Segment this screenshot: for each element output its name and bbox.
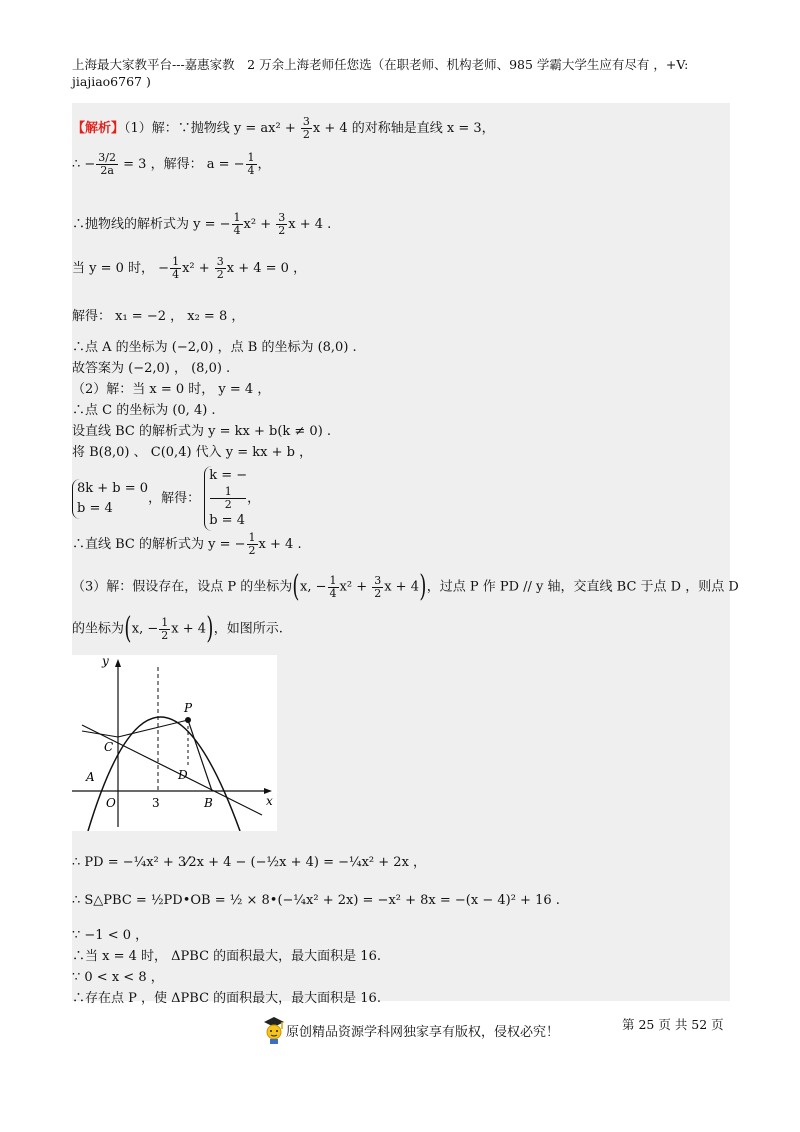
equation-system-2: k = − 1 2 b = 4: [204, 466, 247, 531]
analysis-tag: 【解析】: [72, 121, 125, 136]
label-y: y: [102, 655, 109, 668]
parabola-curve: [88, 717, 240, 831]
solution-line-4: 当 y = 0 时， − $\frac{1}{4}$ x² + $\frac{3}{2}$ x + 4 = 0 ，: [72, 255, 307, 281]
solution-line-19: ∴当 x = 4 时， ΔPBC 的面积最大，最大面积是 16.: [72, 949, 381, 964]
line-cp: [118, 720, 188, 737]
solution-line-7: 故答案为 (−2,0) ， (8,0) .: [72, 361, 231, 376]
solution-line-14: （3）解：假设存在，设点 P 的坐标为(x, − $\frac{1}{4}$ x² + $\frac{3}{2}$ x + 4)，过点 P 作 PD // y 轴，交直线 BC 于点 D ，则点 D: [72, 569, 739, 604]
y-axis-arrow-icon: [115, 659, 121, 667]
solution-line-16: ∴ PD = −¼x² + 3⁄2x + 4 − (−½x + 4) = −¼x² + 2x ，: [72, 855, 427, 870]
label-b: B: [204, 796, 213, 810]
solution-line-2: ∴ − $\frac{3/2}{2a}$ = 3 ，解得： a = − $\frac{1}{4}$ ，: [72, 151, 271, 177]
page-header: [72, 56, 732, 90]
header-line-1: 上海最大家教平台---嘉惠家教 2 万余上海老师任您选（在职老师、机构老师、985 学霸大学生应有尽有 ，+V:: [72, 57, 689, 72]
header-line-2: jiajiao6767 ): [72, 74, 151, 89]
label-d: D: [178, 768, 188, 782]
parabola-figure: [72, 655, 277, 831]
solution-line-1: 【解析】（1）解：∵抛物线 y = ax² + $\frac{3}{2}$ x + 4 的对称轴是直线 x = 3，: [72, 115, 495, 141]
page-footer: [262, 1015, 559, 1045]
solution-line-18: ∵ −1 < 0 ，: [72, 928, 149, 943]
solution-line-13: ∴直线 BC 的解析式为 y = − $\frac{1}{2}$ x + 4 .: [72, 531, 302, 557]
label-c: C: [104, 740, 114, 754]
solution-line-9: ∴点 C 的坐标为 (0, 4) .: [72, 403, 216, 418]
parabola-diagram: [72, 655, 277, 831]
solution-line-11: 将 B(8,0) 、 C(0,4) 代入 y = kx + b ，: [72, 445, 313, 460]
solution-line-12: 8k + b = 0 b = 4 ，解得： k = − 1 2 b = 4 ，: [72, 466, 732, 531]
solution-line-15: 的坐标为(x, − $\frac{1}{2}$ x + 4)，如图所示.: [72, 611, 283, 646]
equation-system-1: 8k + b = 0 b = 4: [72, 479, 148, 519]
line-ca: [82, 731, 118, 737]
solution-line-6: ∴点 A 的坐标为 (−2,0) ，点 B 的坐标为 (8,0) .: [72, 340, 357, 355]
page-number: 第 25 页 共 52 页: [622, 1017, 724, 1032]
point-p: [185, 717, 191, 723]
solution-line-8: （2）解：当 x = 0 时， y = 4 ，: [72, 382, 271, 397]
label-3: 3: [152, 796, 160, 810]
graduate-mascot-icon: [262, 1015, 286, 1045]
copyright-notice: 原创精品资源学科网独家享有版权，侵权必究！: [286, 1024, 560, 1040]
solution-line-21: ∴存在点 P ，使 ΔPBC 的面积最大，最大面积是 16.: [72, 991, 381, 1006]
solution-line-5: 解得： x₁ = −2 ， x₂ = 8 ，: [72, 309, 245, 324]
label-p: P: [184, 701, 193, 715]
solution-line-17: ∴ S△PBC = ½PD•OB = ½ × 8•(−¼x² + 2x) = −x² + 8x = −(x − 4)² + 16 .: [72, 893, 560, 908]
solution-line-10: 设直线 BC 的解析式为 y = kx + b(k ≠ 0) .: [72, 424, 332, 439]
label-o: O: [106, 796, 116, 810]
solution-line-20: ∵ 0 < x < 8 ，: [72, 970, 164, 985]
label-a: A: [86, 770, 95, 784]
solution-line-3: ∴抛物线的解析式为 y = − $\frac{1}{4}$ x² + $\frac{3}{2}$ x + 4 .: [72, 211, 332, 237]
label-x: x: [266, 794, 273, 808]
